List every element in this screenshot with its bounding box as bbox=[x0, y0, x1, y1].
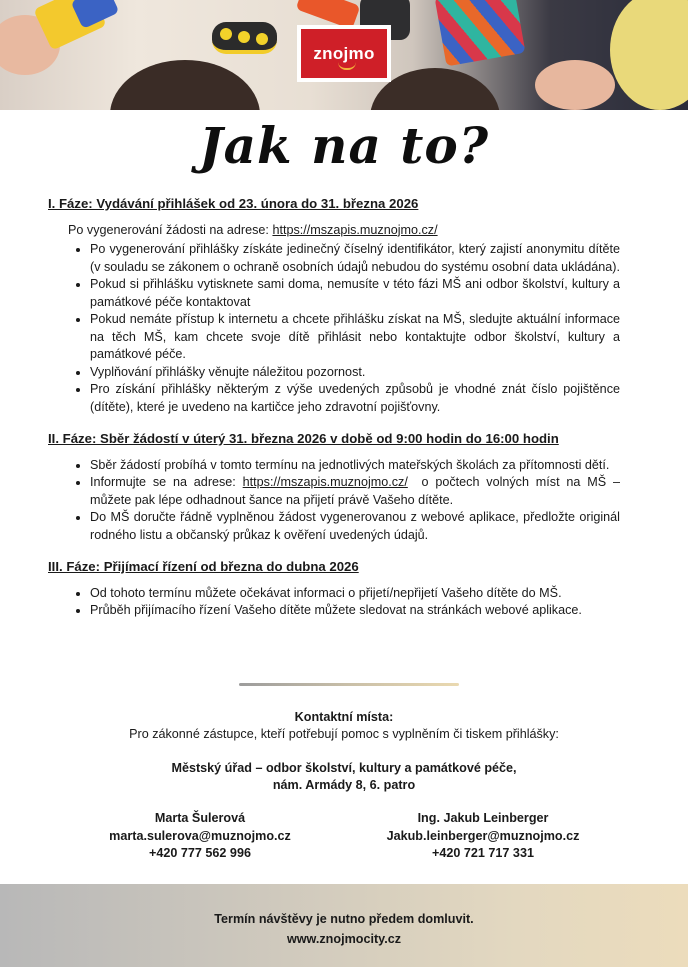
contact-subtitle: Pro zákonné zástupce, kteří potřebují pomoc s vyplněním či tiskem přihlášky: bbox=[129, 727, 559, 741]
phase-3-section bbox=[48, 558, 620, 620]
person-phone[interactable]: +420 777 562 996 bbox=[149, 846, 251, 860]
contact-person-1 bbox=[70, 810, 330, 863]
phase-1-intro-text: Po vygenerování žádosti na adrese: bbox=[68, 222, 273, 237]
person-name: Marta Šulerová bbox=[154, 811, 246, 825]
contact-section bbox=[0, 709, 688, 794]
photo-hand bbox=[535, 60, 615, 110]
photo-child-head bbox=[110, 60, 260, 110]
mszapis-link[interactable]: https://mszapis.muznojmo.cz/ bbox=[272, 222, 438, 237]
logo-smile-icon bbox=[338, 62, 356, 70]
list-item: • Vyplňování přihlášky věnujte náležitou pozornost. bbox=[90, 364, 620, 382]
footer-note: Termín návštěvy je nutno předem domluvit. bbox=[214, 912, 474, 926]
contact-heading: Kontaktní místa: bbox=[294, 710, 394, 724]
header-photo bbox=[0, 0, 688, 110]
person-name: Ing. Jakub Leinberger bbox=[417, 811, 549, 825]
phase-3-heading: III. Fáze: Přijímací řízení od března do dubna 2026 bbox=[48, 559, 359, 574]
mszapis-link[interactable]: https://mszapis.muznojmo.cz/ bbox=[242, 475, 408, 489]
photo-toy-dot bbox=[220, 28, 232, 40]
phase-1-section bbox=[48, 195, 620, 416]
section-divider bbox=[239, 683, 459, 686]
list-item bbox=[90, 474, 624, 509]
phase-1-intro bbox=[68, 222, 620, 240]
znojmo-logo bbox=[297, 25, 391, 82]
list-item-text: Informujte se na adrese: bbox=[90, 475, 243, 489]
page-title: Jak na to? bbox=[198, 116, 489, 175]
person-email[interactable]: Jakub.leinberger@muznojmo.cz bbox=[386, 828, 580, 843]
person-phone[interactable]: +420 721 717 331 bbox=[432, 846, 534, 860]
list-item: • Od tohoto termínu můžete očekávat informaci o přijetí/nepřijetí Vašeho dítěte do MŠ. bbox=[90, 585, 620, 603]
photo-toy bbox=[435, 0, 526, 66]
list-item: • Sběr žádostí probíhá v tomto termínu na jednotlivých mateřských školách za přítomnosti dětí. bbox=[90, 457, 620, 475]
phase-3-list bbox=[48, 585, 620, 620]
logo-text: znojmo bbox=[313, 43, 375, 63]
phase-2-list bbox=[48, 457, 624, 545]
main-content bbox=[48, 195, 624, 620]
office-line-1: Městský úřad – odbor školství, kultury a památkové péče, bbox=[171, 761, 517, 775]
list-item-text: o počtech volných míst na MŠ – můžete pak lépe odhadnout šance na přijetí právě Vašeho dítěte. bbox=[90, 475, 624, 507]
list-item: • Po vygenerování přihlášky získáte jedinečný číselný identifikátor, který zajistí anonymitu dítěte (v souladu se zákonem o ochraně osobních údajů nebudou do systému osobní data ukládána). bbox=[90, 241, 620, 276]
person-email[interactable]: marta.sulerova@muznojmo.cz bbox=[109, 828, 291, 843]
phase-2-section bbox=[48, 430, 624, 544]
footer-band bbox=[0, 884, 688, 967]
contact-person-2 bbox=[353, 810, 613, 863]
list-item: • Pokud nemáte přístup k internetu a chcete přihlášku získat na MŠ, sledujte aktuální informace na těch MŠ, kam chcete svoje dítě přihlásit nebo kontaktujte odbor školství, kultury a památkové péče. bbox=[90, 311, 620, 364]
list-item: • Do MŠ doručte řádně vyplněnou žádost vygenerovanou z webové aplikace, předložte originál rodného listu a občanský průkaz k ověření uvedených údajů. bbox=[90, 509, 620, 544]
photo-toy-dot bbox=[256, 33, 268, 45]
list-item: • Pro získání přihlášky některým z výše uvedených způsobů je vhodné znát číslo pojištěnce (dítěte), které je uvedeno na kartičce jeho zdravotní pojišťovny. bbox=[90, 381, 620, 416]
phase-2-heading: II. Fáze: Sběr žádostí v úterý 31. března 2026 v době od 9:00 hodin do 16:00 hodin bbox=[48, 431, 559, 446]
phase-1-list bbox=[48, 241, 620, 416]
footer-website-link[interactable]: www.znojmocity.cz bbox=[286, 932, 402, 946]
list-item: • Pokud si přihlášku vytisknete sami doma, nemusíte v této fázi MŠ ani odbor školství, kultury a památkové péče kontaktovat bbox=[90, 276, 620, 311]
photo-shirt bbox=[610, 0, 688, 110]
phase-1-heading: I. Fáze: Vydávání přihlášek od 23. února do 31. března 2026 bbox=[48, 196, 419, 211]
photo-toy-dot bbox=[238, 31, 250, 43]
list-item: • Průběh přijímacího řízení Vašeho dítěte můžete sledovat na stránkách webové aplikace. bbox=[90, 602, 620, 620]
office-line-2: nám. Armády 8, 6. patro bbox=[272, 778, 416, 792]
